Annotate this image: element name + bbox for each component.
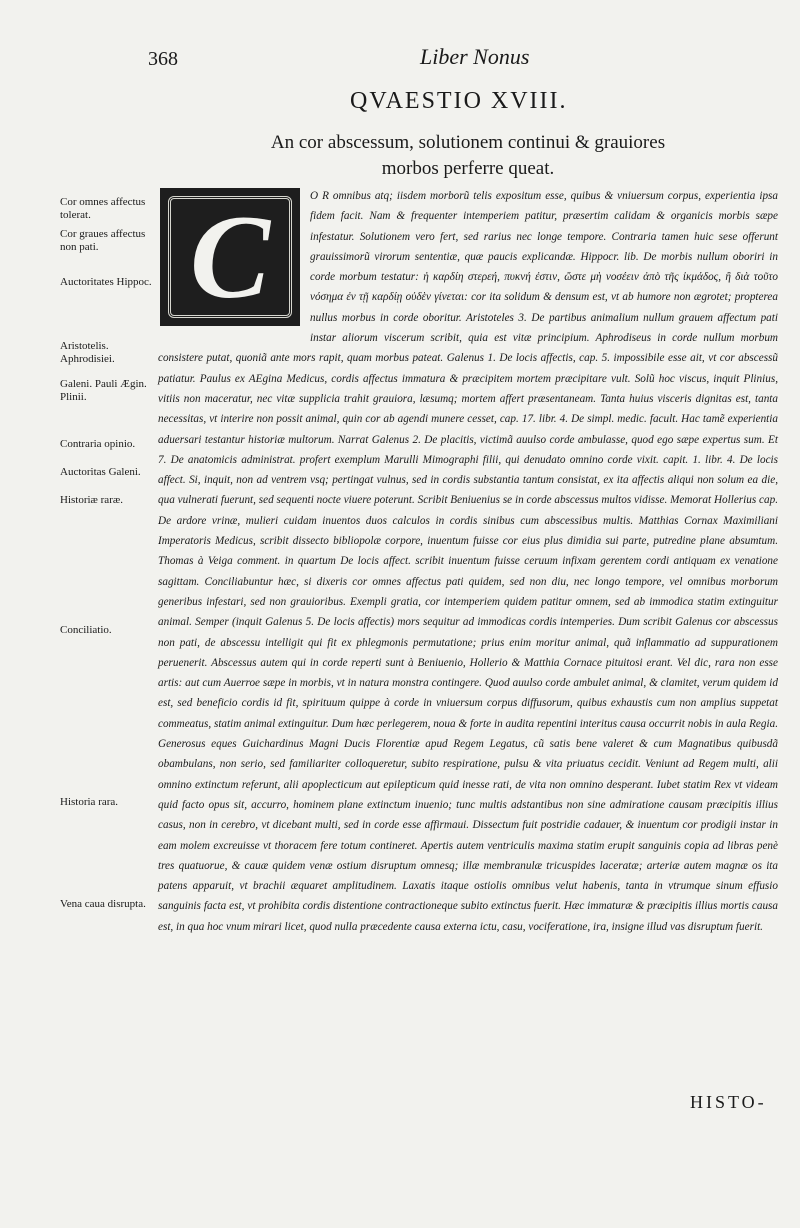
margin-note: Aristotelis. Aphrodisiei. [60,340,115,365]
body-text: O R omnibus atq; iisdem morborũ telis expositum esse, quibus & vniuersum corpus, experientia ipsa fidem facit. Nam & frequenter intemperiem patitur, præsertim calidam & organicis morbis sæpe infestatur. Solutionem vero fert, sed rarius nec longe tempore. Contraria tamen huic sese offerunt grauissimorũ virorum sententiæ, quæ paucis explicandæ. Hippocr. lib. De morbis nullum oboriri in corde morbum testatur: ἡ καρδίη στερεή, πυκνή ἐστιν, ὥστε μὴ νοσέειν ἀπὸ τῆς ἰκμάδος, ἢ διὰ τοῦτο νόσημα ἐν τῇ καρδίῃ οὐδὲν γίνεται: cor ita solidum & densum est, vt ab humore non ægrotet; propterea nullus morbus in corde oboritur. Aristoteles 3. De partibus animalium nullum grauem affectum pati instar aliorum viscerum scribit, quia est vitæ principium. Aphrodiseus in corde nullum morbum consistere putat, quoniã ante mors rapit, quam morbus pateat. Galenus 1. De locis affectis, cap. 5. impossibile esse ait, vt cor abscessũ patiatur. Paulus ex AEgina Medicus, cordis affectus immatura & præcipitem mortem præcipitare vult. Solũ hoc viscus, inquit Plinius, vitiis non maceratur, nec vitæ supplicia trahit grauiora, læsumq; mortem affert præsentaneam. Tanta huius visceris dignitas est, tanta necessitas, vt interire non possit animal, quin cor ab agendi munere cesset, cap. 17. libr. 4. De simpl. medic. facult. Hac tamẽ experientia aduersari testantur historiæ multorum. Narrat Galenus 2. De placitis, victimã auulso corde ambulasse, quod ego sæpe expertus sum. Et 7. De anatomicis administrat. profert exemplum Marulli Mimographi filii, qui denudato omnino corde vixit. capit. 1. libr. 4. De locis affect. Si, inquit, non ad ventrem vsq; pertingat vulnus, sed in cordis substantia tantum consistat, ex ita affectis aliqui non solum ea die, qua vulnerati fuerunt, sed sequenti nocte viuere poterunt. Scribit Beniuenius se in corde abscessus multos vidisse. Memorat Hollerius cap. De ardore vrinæ, mulieri cuidam inuentos duos calculos in cordis sinibus cum abscessibus multis. Matthias Cornax Maximiliani Imperatoris Medicus, scribit dissecto bibliopolæ corpore, inuentum fuisse cor eius plus dimidia sui parte, putredine plane absumtum. Thomas à Veiga comment. in quartum De locis affect. scribit inuentum fuisse ceruum infixam gerentem cordi antiquam ex venatione sagittam. Conciliabuntur hæc, si dixeris cor omnes affectus pati quidem, sed non diu, nec longo tempore, vel omnibus morborum generibus infestari, sed non grauioribus. Exempli gratia, cor intemperiem quidem patitur omnem, sed ab immodica statim extinguitur animal. Semper (inquit Galenus 5. De locis affectis) mors sequitur ad immodicas cordis intemperies. Dum scribit Galenus cor abscessus non pati, de abscessu intelligit qui fit ex phlegmonis permutatione; prius enim moritur animal, quã inflammatio ad suppurationem peruenerit. Abscessus autem qui in corde reperti sunt à Beniuenio, Hollerio & Matthia Cornace pituitosi erant. Vel dic, rara non esse artis: aut cum Auerroe sæpe in morbis, vt in natura monstra contingere. Quod auulso corde ambulet animal, & clamitet, verum quidem id est, sed beneficio cordis id fit, spirituum quippe à corde in vniuersum corpus diffusorum, quibus exhaustis cum non amplius suppetat commeatus, statim animal extinguitur. Dum hæc perlegerem, noua & forte in audita repentini interitus causa occurrit nobis in aula Regia. Generosus eques Guichardinus Magni Ducis Florentiæ apud Regem Legatus, cũ satis bene valeret & cum Magnatibus quibusdã obambulans, non serio, sed familiariter colloqueretur, subito respiratione, pulsu & vita priuatus cecidit. Veniunt ad Regem multi, alii omnino extinctum referunt, alii apoplecticum aut epilepticum quid inesse rati, de vita non omnino desperant. Iubet statim Rex vt videam quid facto opus sit, accurro, hominem plane extinctum inuenio; tunc multis adstantibus non sine admiratione causam præcipitis illius casus, non in cerebro, vt dicebant multi, sed in corde esse affirmaui. Dissectum fuit postridie cadauer, & inuentum cor prodigii instar in eam molem excreuisse vt thoracem fere totum contineret. Apertis autem ventriculis maxima statim erupit sanguinis copia ad libras penè tres quatuorue, & cauæ quidem venæ ostium disruptum omnesq; illæ membranulæ tricuspides laceratæ; arteriæ autem magnæ os ita patens apparuit, vt brachii æquaret amplitudinem. Laxatis itaque ostiolis omnibus velut habenis, tanta in vtrumque sinum effusio sanguinis facta est, vt prohibita cordis distentione contractioneque subito extinctus fuerit. Hæc immaturæ & præcipitis illius mortis causa est, in qua hoc vnum mirari licet, quod nulla præcedente causa externa ictu, casu, vociferatione, ira, insigne illud vas disruptum fuerit. [158,190,778,933]
question-subtitle: An cor abscessum, solutionem continui & grauiores morbos perferre queat. [270,132,666,179]
margin-note: Auctoritates Hippoc. [60,276,152,288]
margin-note: Conciliatio. [60,624,112,636]
body-text-block [158,186,778,937]
margin-note: Contraria opinio. [60,438,136,450]
page-number: 368 [148,48,178,70]
running-head: Liber Nonus [420,44,530,69]
margin-note: Galeni. Pauli Ægin. Plinii. [60,378,147,403]
initial-letter: C [189,190,271,323]
margin-note: Historia rara. [60,796,119,808]
margin-note: Historiæ raræ. [60,494,123,506]
margin-note: Cor graues affectus non pati. [60,228,146,253]
question-title: QVAESTIO XVIII. [350,88,568,114]
catchword: HISTO- [690,1092,767,1112]
margin-note: Cor omnes affectus tolerat. [60,196,146,221]
margin-note: Vena caua disrupta. [60,898,146,910]
margin-note: Auctoritas Galeni. [60,466,141,478]
